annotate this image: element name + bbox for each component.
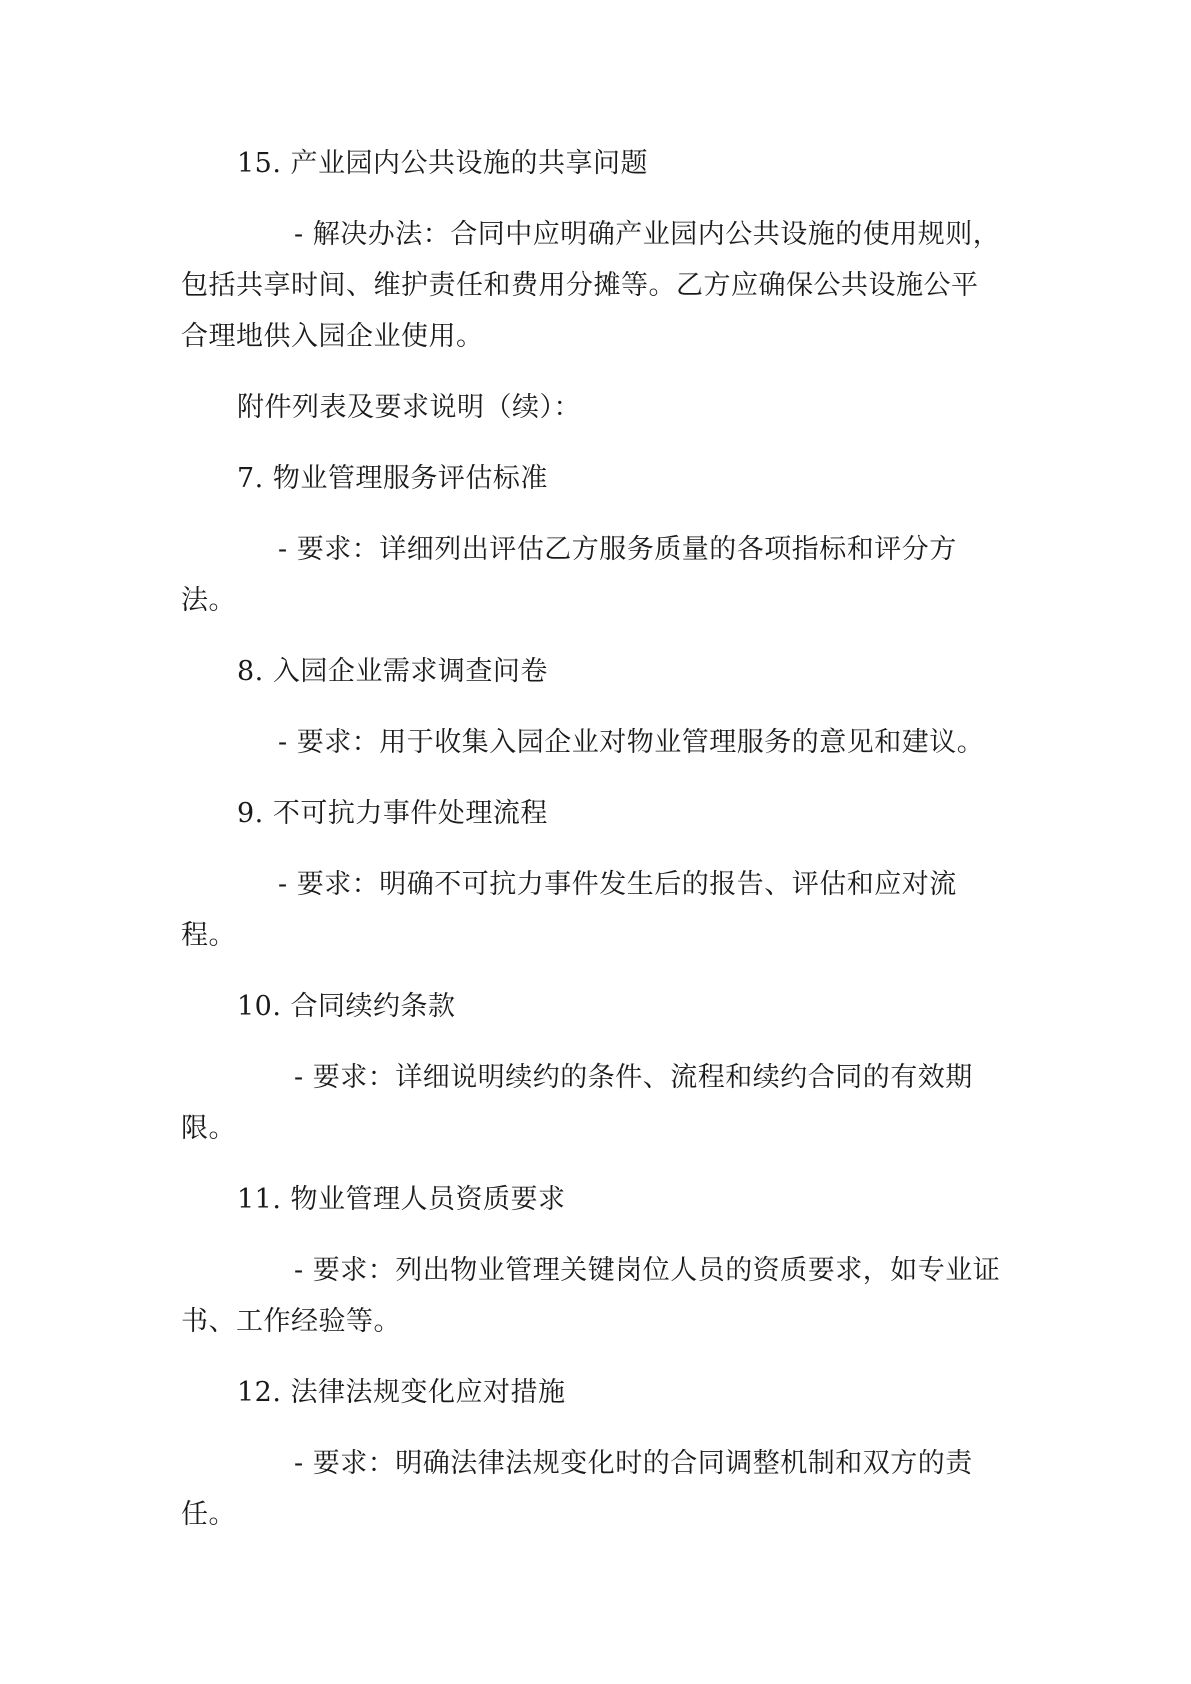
attachments-intro: 附件列表及要求说明（续）：: [237, 392, 581, 423]
attachment-heading-11: 11. 物业管理人员资质要求: [237, 1184, 566, 1215]
attachment-body-12: - 要求：明确法律法规变化时的合同调整机制和双方的责任。: [181, 1448, 973, 1530]
attachment-body-9: - 要求：明确不可抗力事件发生后的报告、评估和应对流程。: [181, 869, 957, 951]
attachment-heading-8: 8. 入园企业需求调查问卷: [237, 656, 548, 687]
section-body-15: - 解决办法：合同中应明确产业园内公共设施的使用规则，包括共享时间、维护责任和费用分摊等。乙方应确保公共设施公平合理地供入园企业使用。: [181, 219, 1001, 352]
attachment-body-10: - 要求：详细说明续约的条件、流程和续约合同的有效期限。: [181, 1062, 973, 1144]
attachment-heading-12: 12. 法律法规变化应对措施: [237, 1377, 566, 1408]
attachment-heading-10: 10. 合同续约条款: [237, 991, 456, 1022]
attachment-body-8: - 要求：用于收集入园企业对物业管理服务的意见和建议。: [278, 727, 985, 758]
attachment-heading-7: 7. 物业管理服务评估标准: [237, 463, 548, 494]
attachment-heading-9: 9. 不可抗力事件处理流程: [237, 798, 548, 829]
document-body: [181, 138, 1001, 1560]
section-heading-15: 15. 产业园内公共设施的共享问题: [237, 148, 649, 179]
attachment-body-7: - 要求：详细列出评估乙方服务质量的各项指标和评分方法。: [181, 534, 957, 616]
attachment-body-11: - 要求：列出物业管理关键岗位人员的资质要求，如专业证书、工作经验等。: [181, 1255, 1001, 1337]
